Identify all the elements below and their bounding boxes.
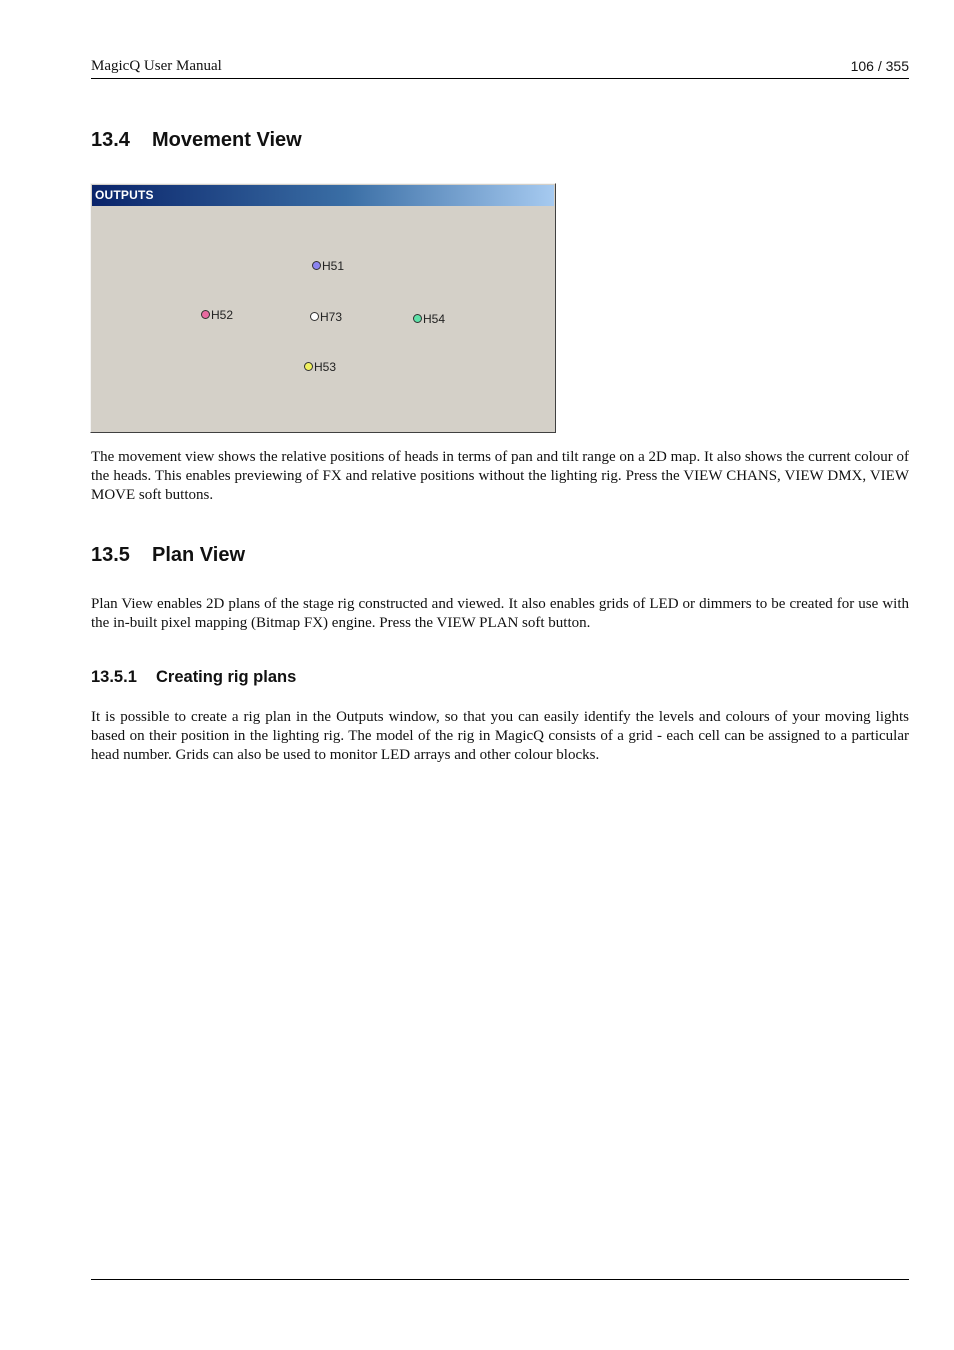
rig-plans-paragraph: It is possible to create a rig plan in the Outputs window, so that you can easily identify the levels and colours of your moving lights based on their position in the lighting rig. The model of the rig in MagicQ consists of a grid - each cell can be assigned to a particular head number. Grids can also be used to monitor LED arrays and other colour blocks. <box>91 709 909 763</box>
section-title: Movement View <box>152 129 302 151</box>
head-label: H52 <box>211 308 234 322</box>
subsection-title: Creating rig plans <box>156 668 297 686</box>
movement-view-paragraph: The movement view shows the relative positions of heads in terms of pan and tilt range on a 2D map. It also shows the current colour of the heads. This enables previewing of FX and relative positions without the lighting rig. Press the VIEW CHANS, VIEW DMX, VIEW MOVE soft buttons. <box>91 449 909 503</box>
section-number: 13.4 <box>91 129 130 151</box>
section-heading-13-4 <box>91 129 302 152</box>
page-number: 106 / 355 <box>850 58 909 74</box>
section-title: Plan View <box>152 544 246 566</box>
head-label: H53 <box>314 360 337 374</box>
section-heading-13-5 <box>91 544 245 567</box>
outputs-window[interactable] <box>90 183 556 433</box>
manual-title: MagicQ User Manual <box>91 58 222 74</box>
footer-rule <box>91 1279 909 1280</box>
head-dot-icon <box>310 312 319 321</box>
subsection-number: 13.5.1 <box>91 668 137 686</box>
section-number: 13.5 <box>91 544 130 566</box>
outputs-title-bar[interactable] <box>92 185 554 206</box>
subsection-heading-13-5-1 <box>91 668 296 687</box>
head-label: H51 <box>322 259 345 273</box>
head-dot-icon <box>413 314 422 323</box>
head-dot-icon <box>201 310 210 319</box>
head-dot-icon <box>304 362 313 371</box>
outputs-title: OUTPUTS <box>95 188 154 202</box>
head-dot-icon <box>312 261 321 270</box>
head-label: H73 <box>320 310 343 324</box>
plan-view-paragraph: Plan View enables 2D plans of the stage rig constructed and viewed. It also enables grids of LED or dimmers to be created for use with the in-built pixel mapping (Bitmap FX) engine. Press the VIEW PLAN soft button. <box>91 596 909 631</box>
head-label: H54 <box>423 312 446 326</box>
page-header <box>91 58 909 79</box>
